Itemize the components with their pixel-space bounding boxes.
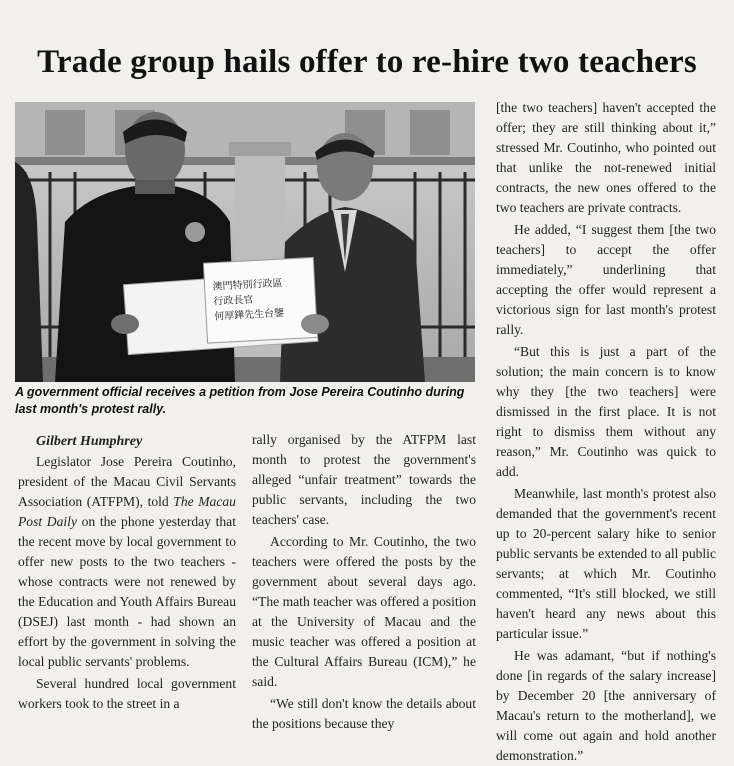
photo-caption: A government official receives a petition from Jose Pereira Coutinho during last month's protest rally.: [15, 385, 465, 416]
article-column-2: [252, 430, 476, 734]
publication-name: The Macau Post Daily: [18, 494, 236, 529]
article-column-3: [496, 98, 716, 766]
paragraph-text: on the phone yesterday that the recent move by local government to offer new posts to the two teachers - whose contracts were not renewed by the Education and Youth Affairs Bureau (DSEJ) last month - had shown an effort by the government in solving the local public servants' problems.: [18, 514, 236, 669]
paragraph: He was adamant, “but if nothing's done [in regards of the salary increase] by December 20 [the anniversary of Macau's return to the motherland], we will come out again and hold another demonstration.”: [496, 648, 716, 763]
byline: Gilbert Humphrey: [36, 434, 143, 449]
petition-sign-line-3: 何厚鏵先生台鑒: [213, 308, 285, 323]
paragraph: Several hundred local government workers took to the street in a: [18, 676, 236, 711]
petition-sign-line-2: 行政長官: [213, 294, 254, 308]
petition-sign-line-1: 澳門特別行政區: [212, 278, 283, 293]
paragraph: “But this is just a part of the solution; the main concern is to know why they [the two teachers] were dismissed in the first place. It is not right to dismiss them without any reason,” Mr. Coutinho was quick to add.: [496, 344, 716, 479]
paragraph: [the two teachers] haven't accepted the offer; they are still thinking about it,” stressed Mr. Coutinho, who pointed out that unlike the not-renewed initial contracts, the new ones offered to the two teachers are private contracts.: [496, 100, 716, 215]
paragraph: [18, 452, 236, 672]
news-photo: [15, 102, 475, 382]
paragraph-text: Legislator Jose Pereira Coutinho, president of the Macau Civil Servants Association (ATFPM), told: [18, 454, 236, 509]
headline: Trade group hails offer to re-hire two teachers: [37, 44, 697, 80]
paragraph: According to Mr. Coutinho, the two teachers were offered the posts by the government about several days ago. “The math teacher was offered a position at the University of Macau and the music teacher was offered a position at the Cultural Affairs Bureau (ICM),” he said.: [252, 534, 476, 689]
paragraph: “We still don't know the details about the positions because they: [252, 696, 476, 731]
paragraph: Meanwhile, last month's protest also demanded that the government's recent up to 20-percent salary hike to senior public servants be extended to all public servants; at which Mr. Coutinho commented, “It's still blocked, we still haven't heard any news about this particular issue.”: [496, 486, 716, 641]
paragraph: He added, “I suggest them [the two teachers] to accept the offer immediately,” underlining that accepting the offer would represent a victorious sign for last month's protest rally.: [496, 222, 716, 337]
article-column-1: [18, 432, 236, 714]
paragraph: rally organised by the ATFPM last month to protest the government's alleged “unfair treatment” towards the public servants, including the two teachers' case.: [252, 432, 476, 527]
